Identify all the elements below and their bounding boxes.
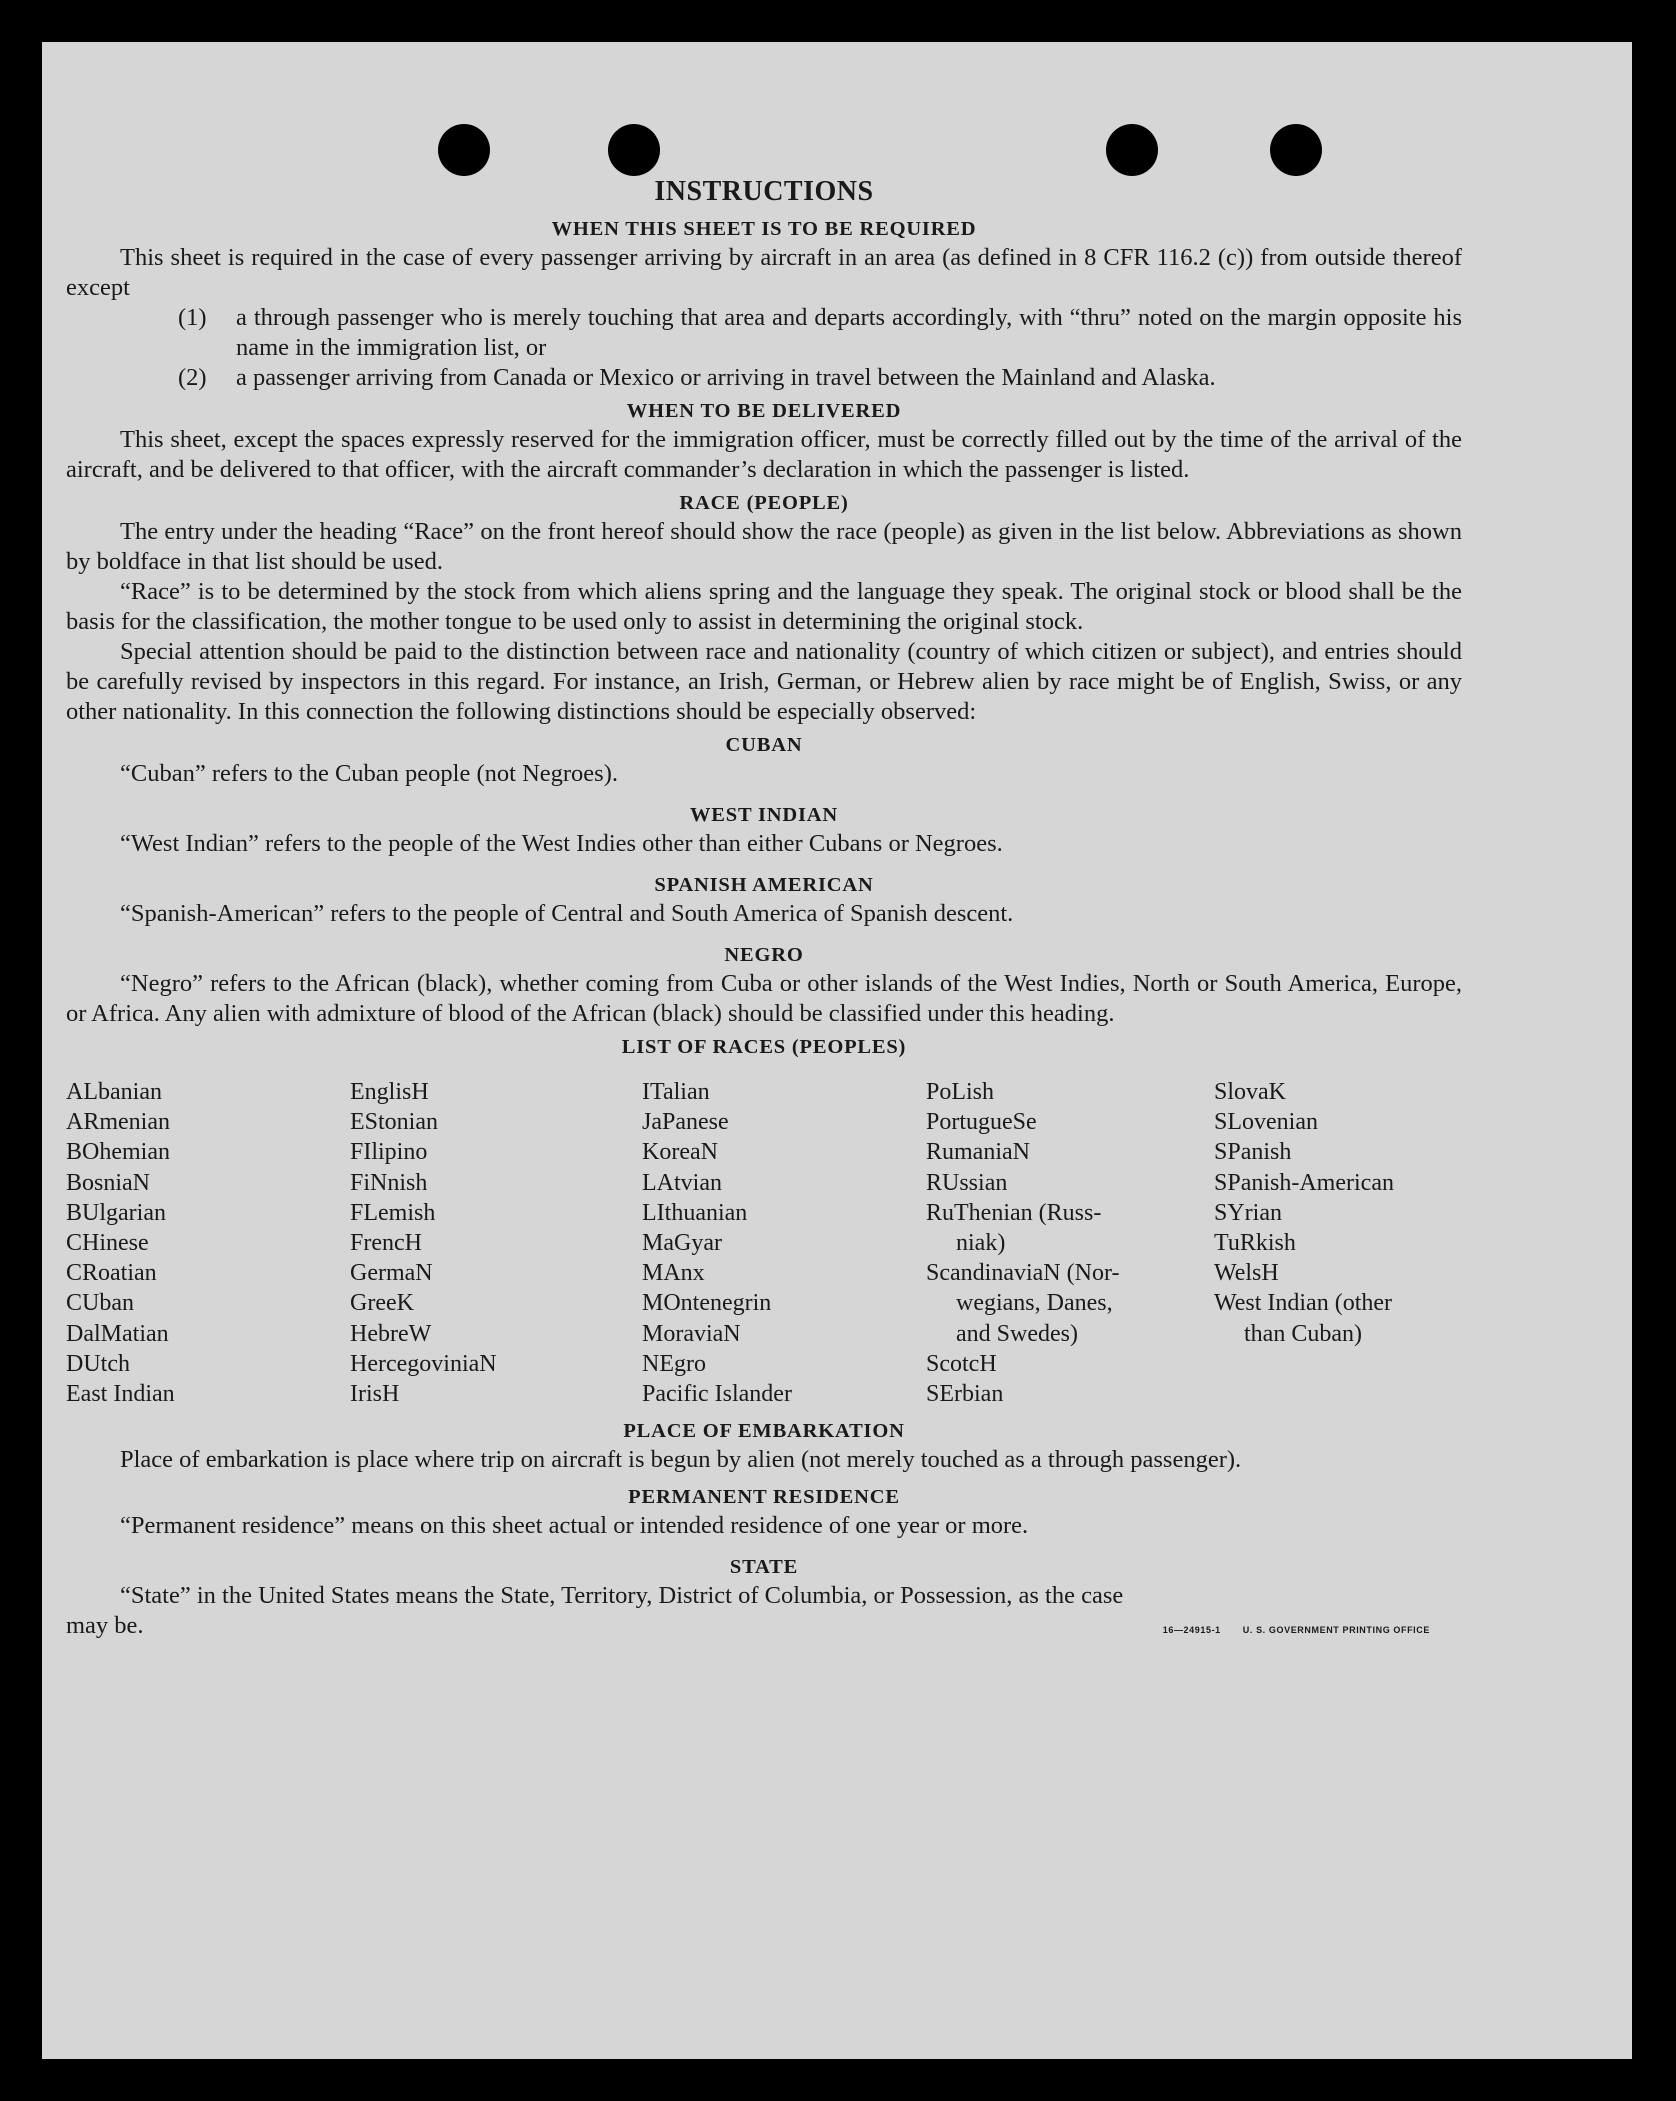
race-entry-continued: wegians, Danes, (956, 1290, 1113, 1317)
paragraph-negro: “Negro” refers to the African (black), whether coming from Cuba or other islands of the West Indies, North or South America, Europe, or Africa. Any alien with admixture of blood of the African (black) should be classified under this heading. (66, 970, 1462, 1027)
punch-hole (608, 124, 660, 176)
race-entry: RumaniaN (926, 1139, 1030, 1166)
item-number: (2) (178, 364, 207, 391)
paragraph-state-end: may be. (66, 1612, 144, 1640)
heading-when-required: WHEN THIS SHEET IS TO BE REQUIRED (551, 218, 977, 240)
race-entry: HebreW (350, 1320, 432, 1347)
paragraph-race-2: “Race” is to be determined by the stock from which aliens spring and the language they speak. The original stock or blood shall be the basis for the classification, the mother tongue to be used only to assist in determining the original stock. (66, 578, 1462, 635)
heading-permanent-residence: PERMANENT RESIDENCE (628, 1486, 900, 1509)
race-entry: CHinese (66, 1230, 149, 1257)
race-entry: KoreaN (642, 1139, 718, 1166)
race-column (926, 1077, 1214, 1409)
item-text: a through passenger who is merely touching that area and departs accordingly, with “thru” noted on the margin opposite his name in the immigration list, or (236, 304, 1462, 361)
race-entry-continued: than Cuban) (1244, 1320, 1362, 1347)
race-entry: ALbanian (66, 1079, 162, 1105)
paragraph-race-3: Special attention should be paid to the distinction between race and nationality (country of which citizen or subject), and entries should be carefully revised by inspectors in this regard. For instance, an Irish, German, or Hebrew alien by race might be of English, Swiss, or any other nationality. In this connection the following distinctions should be especially observed: (66, 638, 1462, 725)
heading-embarkation: PLACE OF EMBARKATION (623, 1420, 905, 1443)
print-code (1141, 1615, 1430, 1645)
race-entry: PoLish (926, 1079, 995, 1105)
punch-hole (438, 124, 490, 176)
race-entry: IrisH (350, 1381, 400, 1408)
race-entry: TuRkish (1214, 1230, 1296, 1257)
race-entry: MAnx (642, 1260, 705, 1287)
form-number: 16—24915-1 (1162, 1625, 1221, 1636)
paragraph-race-1: The entry under the heading “Race” on the front hereof should show the race (people) as given in the list below. Abbreviations as shown by boldface in that list should be used. (66, 518, 1462, 575)
race-entry: ScotcH (926, 1350, 997, 1377)
document-sheet (42, 42, 1632, 2059)
race-list (66, 1077, 1462, 1409)
race-entry: MOntenegrin (642, 1290, 772, 1317)
paragraph-required: This sheet is required in the case of every passenger arriving by aircraft in an area (as defined in 8 CFR 116.2 (c)) from outside thereof except (66, 244, 1462, 301)
race-column (1214, 1077, 1462, 1409)
race-entry: East Indian (66, 1381, 175, 1408)
race-entry: CRoatian (66, 1260, 157, 1287)
race-entry: ITalian (642, 1079, 710, 1105)
race-entry: West Indian (other (1214, 1290, 1393, 1317)
race-entry: EStonian (350, 1109, 438, 1136)
race-column (350, 1077, 642, 1409)
page-title: INSTRUCTIONS (654, 176, 874, 207)
race-entry: FiNnish (350, 1169, 428, 1196)
race-entry: EnglisH (350, 1079, 429, 1105)
race-entry: RUssian (926, 1169, 1008, 1196)
race-entry: FIlipino (350, 1139, 428, 1166)
race-entry: JaPanese (642, 1109, 729, 1136)
heading-list-of-races: LIST OF RACES (PEOPLES) (621, 1036, 907, 1058)
race-entry: MaGyar (642, 1230, 722, 1257)
heading-when-delivered: WHEN TO BE DELIVERED (626, 400, 902, 422)
race-entry: RuThenian (Russ- (926, 1199, 1102, 1226)
paragraph-spanish-american: “Spanish-American” refers to the people of Central and South America of Spanish descent. (120, 900, 1014, 927)
race-entry: LAtvian (642, 1169, 722, 1196)
paragraph-west-indian: “West Indian” refers to the people of the West Indies other than either Cubans or Negroes. (120, 830, 1003, 857)
race-entry: SPanish (1214, 1139, 1292, 1166)
punch-hole (1106, 124, 1158, 176)
race-entry: PortugueSe (926, 1109, 1037, 1136)
heading-race: RACE (PEOPLE) (679, 492, 849, 514)
race-entry: SErbian (926, 1381, 1004, 1408)
race-column (642, 1077, 926, 1409)
race-entry: SYrian (1214, 1199, 1282, 1226)
race-entry: CUban (66, 1290, 134, 1317)
list-item (178, 363, 1462, 393)
race-entry: SPanish-American (1214, 1169, 1394, 1196)
race-entry: ARmenian (66, 1109, 170, 1136)
item-text: a passenger arriving from Canada or Mexico or arriving in travel between the Mainland and Alaska. (236, 364, 1216, 391)
race-entry: MoraviaN (642, 1320, 741, 1347)
race-entry-continued: niak) (956, 1230, 1006, 1257)
race-entry-continued: and Swedes) (956, 1320, 1078, 1347)
list-item (178, 303, 1462, 363)
paragraph-cuban: “Cuban” refers to the Cuban people (not Negroes). (120, 760, 618, 787)
punch-hole (1270, 124, 1322, 176)
race-entry: GermaN (350, 1260, 433, 1287)
heading-west-indian: WEST INDIAN (690, 804, 838, 826)
race-entry: SLovenian (1214, 1109, 1318, 1136)
race-entry: BUlgarian (66, 1199, 166, 1226)
race-entry: Pacific Islander (642, 1381, 792, 1408)
race-entry: LIthuanian (642, 1199, 748, 1226)
item-number: (1) (178, 304, 207, 331)
race-entry: WelsH (1214, 1260, 1279, 1287)
heading-spanish-american: SPANISH AMERICAN (654, 874, 874, 896)
race-entry: NEgro (642, 1350, 706, 1377)
heading-state: STATE (729, 1556, 799, 1579)
instructions-content (66, 176, 1462, 1645)
heading-cuban: CUBAN (725, 734, 803, 756)
paragraph-embarkation: Place of embarkation is place where trip on aircraft is begun by alien (not merely touched as a through passenger). (120, 1446, 1242, 1474)
paragraph-delivered: This sheet, except the spaces expressly reserved for the immigration officer, must be correctly filled out by the time of the arrival of the aircraft, and be delivered to that officer, with the aircraft commander’s declaration in which the passenger is listed. (66, 426, 1462, 483)
race-entry: DalMatian (66, 1320, 169, 1347)
race-entry: DUtch (66, 1350, 130, 1377)
race-entry: HercegoviniaN (350, 1350, 497, 1377)
race-entry: FrencH (350, 1230, 422, 1257)
race-entry: BosniaN (66, 1169, 150, 1196)
heading-negro: NEGRO (724, 944, 804, 966)
printer-imprint: U. S. GOVERNMENT PRINTING OFFICE (1242, 1625, 1430, 1636)
race-entry: FLemish (350, 1199, 436, 1226)
paragraph-state: “State” in the United States means the State, Territory, District of Columbia, or Possession, as the case (120, 1582, 1124, 1610)
race-column (66, 1077, 350, 1409)
paragraph-permanent-residence: “Permanent residence” means on this sheet actual or intended residence of one year or more. (120, 1512, 1029, 1540)
race-entry: BOhemian (66, 1139, 170, 1166)
footer (66, 1611, 1462, 1645)
race-entry: SlovaK (1214, 1079, 1286, 1105)
race-entry: GreeK (350, 1290, 414, 1317)
race-entry: ScandinaviaN (Nor- (926, 1260, 1120, 1287)
